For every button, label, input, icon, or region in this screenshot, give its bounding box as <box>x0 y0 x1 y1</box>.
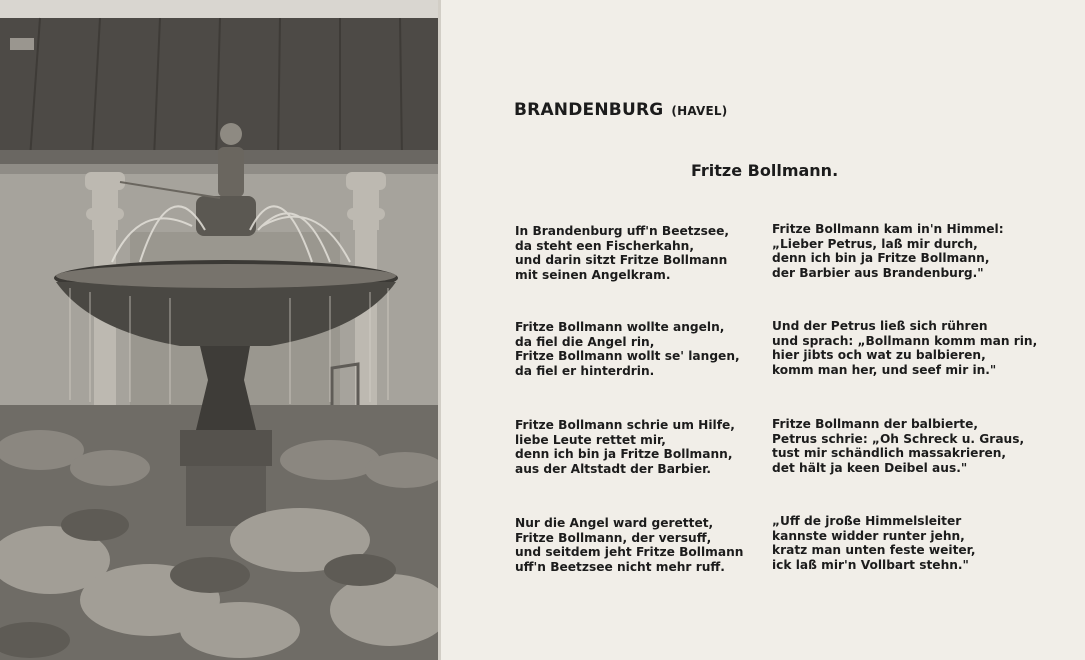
verse-line: da fiel die Angel rin, <box>515 334 655 349</box>
verse-line: komm man her, und seef mir in." <box>772 362 997 377</box>
stanza-left-4 <box>515 516 743 574</box>
verse-line: mit seinen Angelkram. <box>515 267 671 282</box>
stanza-right-4 <box>772 514 976 572</box>
verse-line: Fritze Bollmann wollt se' langen, <box>515 349 740 363</box>
stanza-right-2 <box>772 319 1037 377</box>
stanza-right-3 <box>772 417 1024 475</box>
verse-line: Und der Petrus ließ sich rühren <box>772 319 988 333</box>
verse-line: In Brandenburg uff'n Beetzsee, <box>515 224 730 238</box>
verse-line: kannste widder runter jehn, <box>772 528 965 543</box>
text-panel <box>441 0 1085 660</box>
stanza-left-1 <box>515 224 729 282</box>
verse-line: denn ich bin ja Fritze Bollmann, <box>772 251 990 265</box>
verse-line: Fritze Bollmann schrie um Hilfe, <box>515 418 735 432</box>
postcard-title <box>514 100 727 120</box>
verse-line: det hält ja keen Deibel aus." <box>772 460 968 475</box>
verse-line: der Barbier aus Brandenburg." <box>772 265 984 280</box>
verse-line: und darin sitzt Fritze Bollmann <box>515 253 728 267</box>
verse-line: Nur die Angel ward gerettet, <box>515 516 714 530</box>
verse-line: denn ich bin ja Fritze Bollmann, <box>515 447 733 461</box>
poem-title: Fritze Bollmann. <box>691 161 839 180</box>
fountain-photo <box>0 0 441 660</box>
verse-line: „Lieber Petrus, laß mir durch, <box>772 236 978 251</box>
verse-line: Fritze Bollmann kam in'n Himmel: <box>772 222 1004 236</box>
verse-line: und sprach: „Bollmann komm man rin, <box>772 333 1038 348</box>
verse-line: kratz man unten feste weiter, <box>772 543 976 557</box>
verse-line: „Uff de jroße Himmelsleiter <box>772 514 962 528</box>
verse-line: und seitdem jeht Fritze Bollmann <box>515 545 744 559</box>
verse-line: aus der Altstadt der Barbier. <box>515 461 712 476</box>
verse-line: uff'n Beetzsee nicht mehr ruff. <box>515 559 725 574</box>
verse-line: da steht een Fischerkahn, <box>515 238 694 253</box>
region-name: (HAVEL) <box>671 104 728 118</box>
verse-line: liebe Leute rettet mir, <box>515 432 666 447</box>
verse-line: Fritze Bollmann wollte angeln, <box>515 320 725 334</box>
verse-line: ick laß mir'n Vollbart stehn." <box>772 557 969 572</box>
verse-line: Fritze Bollmann, der versuff, <box>515 530 712 545</box>
verse-line: hier jibts och wat zu balbieren, <box>772 348 986 362</box>
verse-line: Petrus schrie: „Oh Schreck u. Graus, <box>772 431 1025 446</box>
stanza-right-1 <box>772 222 1004 280</box>
stanza-left-2 <box>515 320 740 378</box>
stanza-left-3 <box>515 418 735 476</box>
verse-line: da fiel er hinterdrin. <box>515 363 655 378</box>
verse-line: Fritze Bollmann der balbierte, <box>772 417 978 431</box>
city-name: BRANDENBURG <box>514 100 664 120</box>
verse-line: tust mir schändlich massakrieren, <box>772 446 1007 460</box>
